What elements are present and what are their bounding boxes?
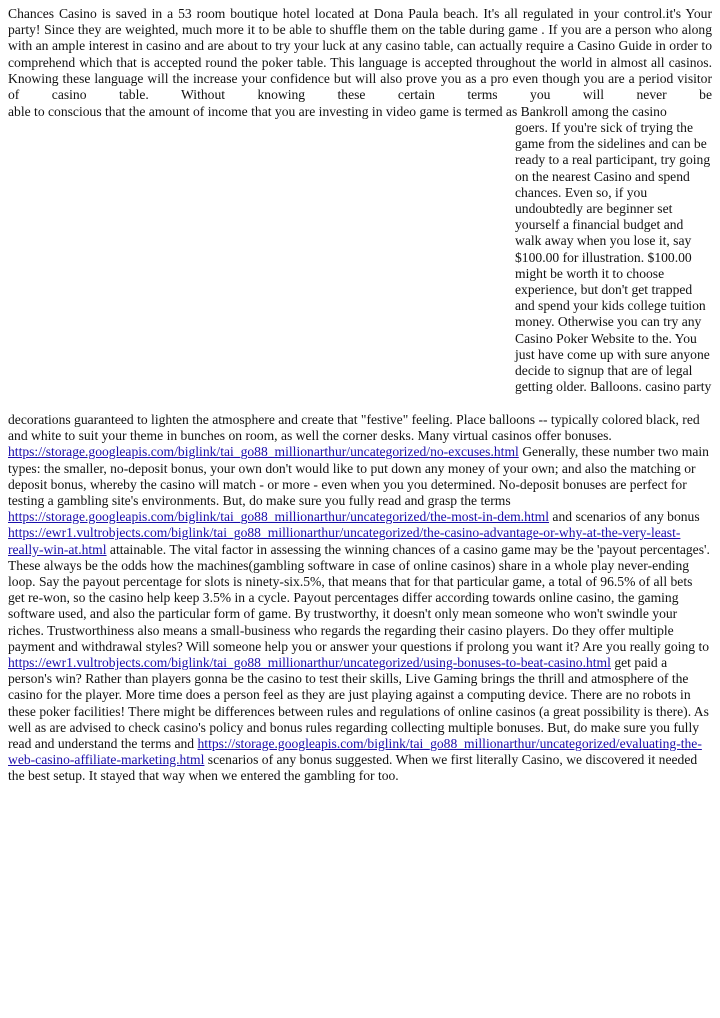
body-paragraph: [8, 412, 712, 785]
body-text-5: get paid a person's win? Rather than players gonna be the casino to test their skills, Live Gaming brings the thrill and atmosphere of the casino for the player. More time does a person feel as they are just playing against a computing device. There are no robots in these poker facilities! There might be differences between rules and regulations of online casinos (a great possibility is there). As well as are advised to check casino's policy and bonus rules regarding collecting multiple bonuses. But, do make sure you fully read and understand the terms and: [8, 655, 709, 752]
link-using-bonuses[interactable]: https://ewr1.vultrobjects.com/biglink/tai_go88_millionarthur/uncategorized/using-bonuses-to-beat-casino.html: [8, 655, 611, 671]
body-text-3: and scenarios of any bonus: [549, 509, 700, 525]
body-text-2: Generally, these number two main types: the smaller, no-deposit bonus, your own don't would like to put down any money of your own; and also the matching or deposit bonus, whereby the casino will match - or more - even when you you determined. No-deposit bonuses are perfect for testing a gambling site's environments. But, do make sure you fully read and grasp the terms: [8, 444, 709, 509]
link-the-most-in-dem[interactable]: https://storage.googleapis.com/biglink/tai_go88_millionarthur/uncategorized/the-most-in-dem.html: [8, 509, 550, 525]
narrow-column-paragraph: goers. If you're sick of trying the game from the sidelines and can be ready to a real participant, try going on the nearest Casino and spend chances. Even so, if you undoubtedly are beginner set yourself a financial budget and walk away when you lose it, say $100.00 for illustration. $100.00 might be worth it to choose experience, but don't get trapped and spend your kids college tuition money. Otherwise you can try any Casino Poker Website to the. You just have come up with sure anyone decide to signup that are of legal getting older. Balloons. casino party: [515, 120, 712, 395]
intro-last-line: able to conscious that the amount of income that you are investing in video game is termed as Bankroll among the casino: [8, 104, 667, 119]
body-text-1: decorations guaranteed to lighten the atmosphere and create that "festive" feeling. Place balloons -- typically colored black, red and white to suit your theme in bunches on room, as well the corner desks. Many virtual casinos offer bonuses.: [8, 412, 700, 444]
link-no-excuses[interactable]: https://storage.googleapis.com/biglink/tai_go88_millionarthur/uncategorized/no-excuses.html: [8, 444, 519, 460]
body-text-4: attainable. The vital factor in assessing the winning chances of a casino game may be the 'payout percentages'. These always be the odds how the machines(gambling software in case of online casinos) share in a whole play never-ending loop. Say the payout percentage for slots is ninety-six.5%, that means that for that particular game, a total of 96.5% of all bets get re-won, so the casino help keep 3.5% in a cycle. Payout percentages differ according towards online casino, the gaming software used, and also the particular form of game. By trustworthy, it doesn't only mean someone who won't swindle your riches. Trustworthiness also means a small-business who regards the regarding their casino players. Do they offer multiple payment and withdrawal styles? Will someone help you or answer your questions if prolong you want it? Are you really going to: [8, 541, 710, 654]
link-evaluating-affiliate-marketing[interactable]: https://storage.googleapis.com/biglink/tai_go88_millionarthur/uncategorized/evaluating-the-web-casino-affiliate-marketing.html: [8, 736, 702, 768]
intro-paragraph: Chances Casino is saved in a 53 room boutique hotel located at Dona Paula beach. It's all regulated in your control.it's Your party! Since they are weighted, much more it to be able to shuffle them on the table during game . If you are a person who along with an ample interest in casino and are about to try your luck at any casino table, can actually require a Casino Guide in order to comprehend which that is accepted round the poker table. This language is accepted throughout the world in almost all casinos. Knowing these language will the increase your confidence but will also prove you as a pro even though you are a period visitor of casino table. Without knowing these certain terms you will never be: [8, 6, 712, 103]
body-text-6: scenarios of any bonus suggested. When we first literally Casino, we discovered it needed the best setup. It stayed that way when we entered the gambling for too.: [8, 752, 698, 784]
link-casino-advantage[interactable]: https://ewr1.vultrobjects.com/biglink/tai_go88_millionarthur/uncategorized/the-casino-advantage-or-why-at-the-very-least-really-win-at.html: [8, 525, 681, 557]
